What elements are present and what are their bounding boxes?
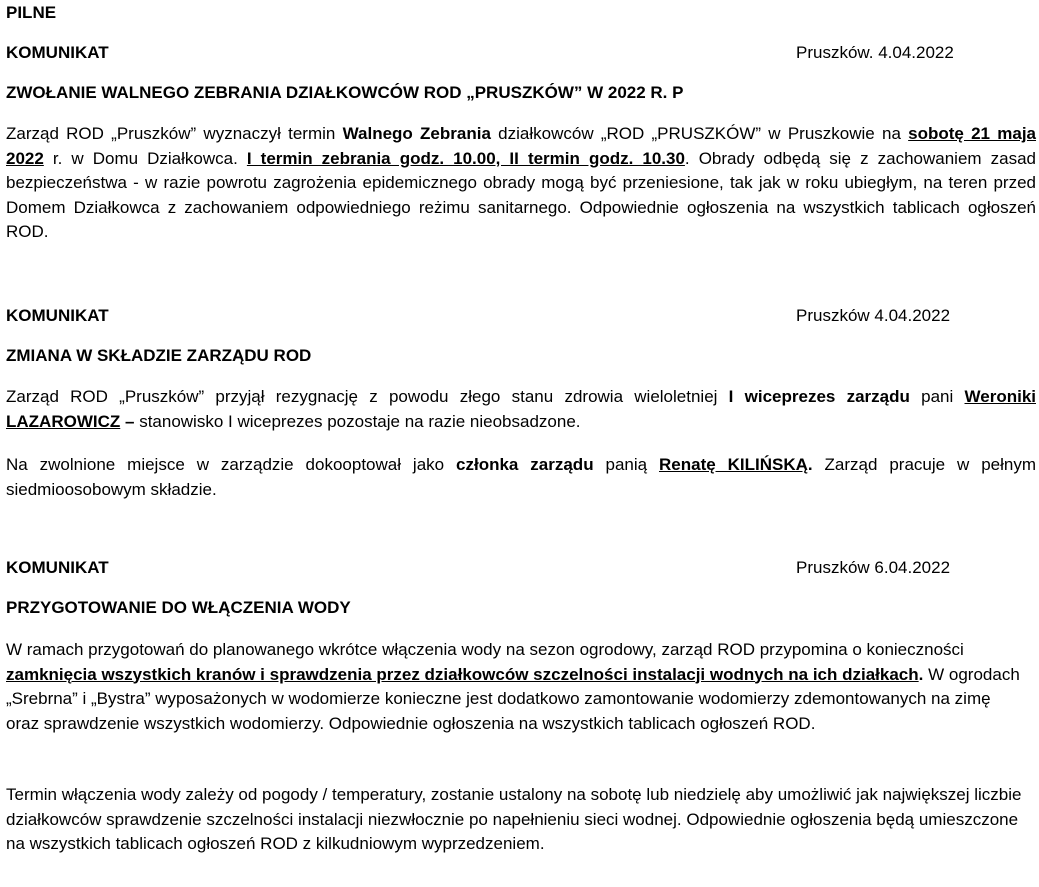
announcement-2-title: ZMIANA W SKŁADZIE ZARZĄDU ROD <box>6 346 312 365</box>
instruction-highlight: zamknięcia wszystkich kranów i sprawdzenia przez działkowców szczelności instalacji wodnych na ich działkach <box>6 664 919 684</box>
announcement-2-paragraph-2: Na zwolnione miejsce w zarządzie dokooptował jako członka zarządu panią Renatę KILIŃSKĄ. Zarząd pracuje w pełnym siedmioosobowym składzie. <box>6 455 1036 499</box>
announcement-1-label: KOMUNIKAT <box>6 43 109 62</box>
announcement-1-date: Pruszków. 4.04.2022 <box>796 43 954 62</box>
urgent-label: PILNE <box>6 3 57 22</box>
announcement-2-label: KOMUNIKAT <box>6 306 109 325</box>
announcement-3-paragraph-2: Termin włączenia wody zależy od pogody / temperatury, zostanie ustalony na sobotę lub niedzielę aby umożliwić jak największej liczbie działkowców sprawdzenie szczelności instalacji niezwłocznie po napełnieniu sieci wodnej. Odpowiednie ogłoszenia będą umieszczone na wszystkich tablicach ogłoszeń ROD z kilkudniowym wyprzedzeniem. <box>6 785 1022 853</box>
announcement-3-paragraph-1: W ramach przygotowań do planowanego wkrótce włączenia wody na sezon ogrodowy, zarząd ROD przypomina o konieczności zamknięcia wszystkich kranów i sprawdzenia przez działkowców szczelności instalacji wodnych na ich działkach. W ogrodach „Srebrna” i „Bystra” wyposażonych w wodomierze konieczne jest dodatkowo zamontowanie wodomierzy zdemontowanych na zimę oraz sprawdzenie wszystkich wodomierzy. Odpowiednie ogłoszenia na wszystkich tablicach ogłoszeń ROD. <box>6 640 1020 733</box>
announcement-1-title: ZWOŁANIE WALNEGO ZEBRANIA DZIAŁKOWCÓW ROD „PRUSZKÓW” W 2022 R. P <box>6 83 684 102</box>
announcement-3-title: PRZYGOTOWANIE DO WŁĄCZENIA WODY <box>6 598 351 617</box>
announcement-2-date: Pruszków 4.04.2022 <box>796 306 951 325</box>
new-member-name: Renatę KILIŃSKĄ <box>659 455 808 474</box>
meeting-date: sobotę 21 maja 2022 <box>6 124 1037 168</box>
announcement-3-label: KOMUNIKAT <box>6 558 109 577</box>
meeting-times: I termin zebrania godz. 10.00, II termin godz. 10.30 <box>246 148 685 168</box>
announcement-3-date: Pruszków 6.04.2022 <box>796 558 951 577</box>
resigning-member-name: Weroniki LAZAROWICZ <box>6 387 1036 431</box>
announcement-1-paragraph: Zarząd ROD „Pruszków” wyznaczył termin Walnego Zebrania działkowców „ROD „PRUSZKÓW” w Pruszkowie na sobotę 21 maja 2022 r. w Domu Działkowca. I termin zebrania godz. 10.00, II termin godz. 10.30. Obrady odbędą się z zachowaniem zasad bezpieczeństwa - w razie powrotu zagrożenia epidemicznego obrady mogą być przeniesione, tak jak w roku ubiegłym, na teren przed Domem Działkowca z zachowaniem odpowiedniego reżimu sanitarnego. Odpowiednie ogłoszenia na wszystkich tablicach ogłoszeń ROD. <box>6 124 1037 241</box>
announcement-2-paragraph-1: Zarząd ROD „Pruszków” przyjął rezygnację z powodu złego stanu zdrowia wieloletniej I wiceprezes zarządu pani Weroniki LAZAROWICZ – stanowisko I wiceprezes pozostaje na razie nieobsadzone. <box>6 387 1036 431</box>
